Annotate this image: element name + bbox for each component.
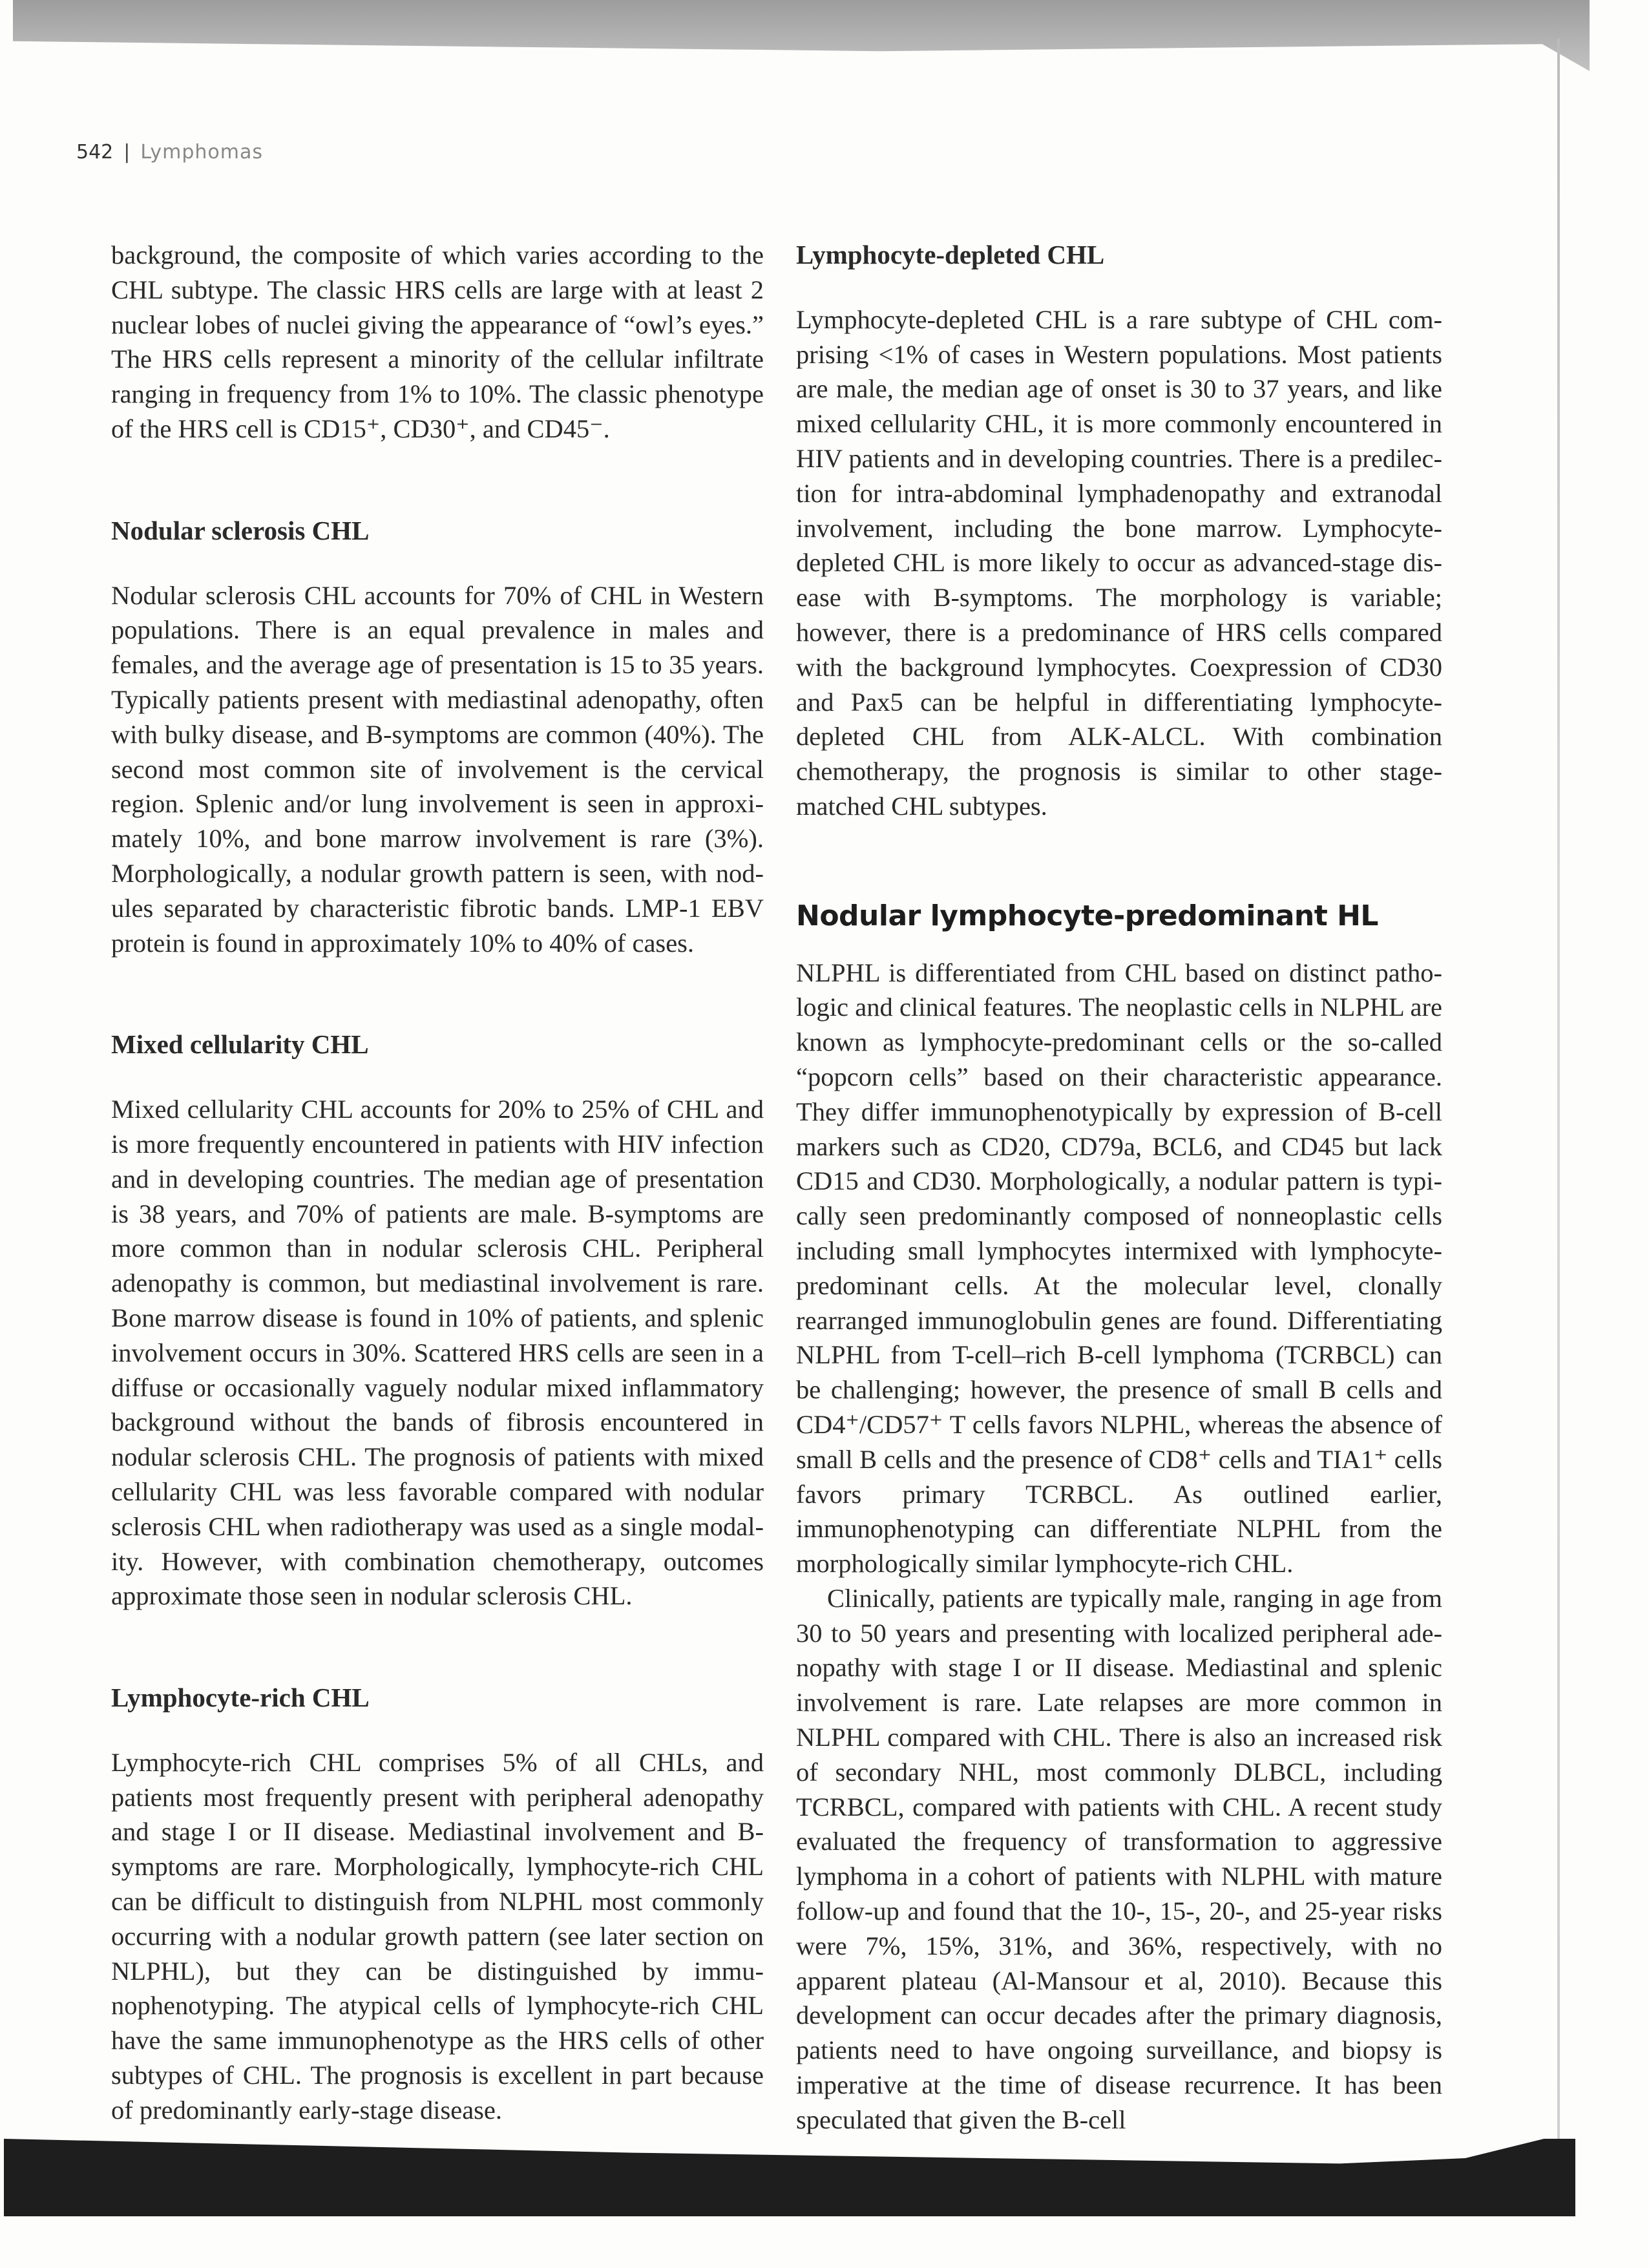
running-head-separator: | [123,141,131,163]
section-heading-nodular-sclerosis: Nodular sclerosis CHL [111,515,370,545]
nlphl-paragraph-1: NLPHL is differentiated from CHL based on distinct pathologic and clinical features. The neoplastic cells in NLPHL are known as lymphocyte-predominant cells or the so-called “popcorn cells” based on their characteristic appearance. They differ immunophenotypically by expression of B-cell markers such as CD20, CD79a, BCL6, and CD45 but lack CD15 and CD30. Morphologically, a nodular pattern is typically seen predominantly composed of nonneoplastic cells including small lymphocytes intermixed with lymphocyte-predominant cells. At the molecular level, clonally rearranged immunoglobulin genes are found. Differentiating NLPHL from T-cell–rich B-cell lymphoma (TCRBCL) can be challenging; however, the presence of small B cells and CD4⁺/CD57⁺ T cells favors NLPHL, whereas the absence of small B cells and the presence of CD8⁺ cells and TIA1⁺ cells favors primary TCRBCL. As outlined earlier, immunophenotyping can differentiate NLPHL from the morphologically similar lymphocyte-rich CHL. [796,958,1442,1579]
scan-shadow-bottom [4,2139,1575,2216]
nlphl-paragraph-2: Clinically, patients are typically male, ranging in age from 30 to 50 years and presenting with localized peripheral adenopathy with stage I or II disease. Mediastinal and splenic involvement is rare. Late relapses are more common in NLPHL compared with CHL. There is also an increased risk of secondary NHL, most commonly DLBCL, including TCRBCL, compared with patients with CHL. A recent study evaluated the frequency of transformation to aggressive lymphoma in a cohort of patients with NLPHL with mature follow-up and found that the 10-, 15-, 20-, and 25-year risks were 7%, 15%, 31%, and 36%, respectively, with no apparent plateau (Al-Mansour et al, 2010). Because this development can occur decades after the primary diagnosis, patients need to have ongoing surveillance, and biopsy is imperative at the time of disease recurrence. It has been speculated that given the B-cell [796,1583,1442,2134]
scan-shadow-top [13,0,1590,71]
running-head [76,141,263,163]
right-column [796,238,1442,2137]
section-paragraph-mixed-cellularity: Mixed cellularity CHL accounts for 20% to 25% of CHL and is more frequently encountered in patients with HIV infection and in developing countries. The median age of presentation is 38 years, and 70% of patients are male. B-symptoms are more common than in nodular sclerosis CHL. Peripheral adenopathy is common, but mediastinal involvement is rare. Bone marrow disease is found in 10% of patients, and splenic involvement occurs in 30%. Scattered HRS cells are seen in a diffuse or occasionally vaguely nodular mixed inflammatory background without the bands of fibrosis encountered in nodular sclerosis CHL. The prognosis of patients with mixed cellularity CHL was less favorable compared with nodular sclerosis CHL when radiotherapy was used as a single modality. However, with combination chemotherapy, outcomes approximate those seen in nodular sclerosis CHL. [111,1095,764,1611]
section-heading-lymphocyte-depleted: Lymphocyte-depleted CHL [796,240,1105,269]
section-heading-mixed-cellularity: Mixed cellularity CHL [111,1029,369,1060]
page-number: 542 [76,141,114,163]
section-heading-lymphocyte-rich: Lymphocyte-rich CHL [111,1683,370,1713]
left-column [111,238,764,2128]
major-heading-nlphl: Nodular lymphocyte-predominant HL [796,899,1378,932]
section-paragraph-lymphocyte-depleted: Lymphocyte-depleted CHL is a rare subtype of CHL comprising <1% of cases in Western populations. Most patients are male, the median age of onset is 30 to 37 years, and like mixed cellularity CHL, it is more commonly encountered in HIV patients and in developing countries. There is a predilection for intra-abdominal lymphadenopathy and extranodal involvement, including the bone marrow. Lymphocyte-depleted CHL is more likely to occur as advanced-stage disease with B-symptoms. The morphology is variable; however, there is a predominance of HRS cells compared with the background lymphocytes. Coexpression of CD30 and Pax5 can be helpful in differentiating lymphocyte-depleted CHL from ALK-ALCL. With combination chemotherapy, the prognosis is similar to other stage-matched CHL subtypes. [796,304,1442,821]
intro-paragraph: background, the composite of which varies according to the CHL subtype. The classic HRS cells are large with at least 2 nuclear lobes of nuclei giving the appearance of “owl’s eyes.” The HRS cells represent a minority of the cellular infiltrate ranging in frequency from 1% to 10%. The classic phenotype of the HRS cell is CD15⁺, CD30⁺, and CD45⁻. [111,240,764,443]
chapter-title: Lymphomas [140,141,263,163]
section-paragraph-nodular-sclerosis: Nodular sclerosis CHL accounts for 70% of CHL in Western populations. There is an equal prevalence in males and females, and the average age of presentation is 15 to 35 years. Typically patients present with mediastinal adenopathy, often with bulky disease, and B-symptoms are common (40%). The second most common site of involvement is the cervical region. Splenic and/or lung involvement is seen in approximately 10%, and bone marrow involvement is rare (3%). Morphologically, a nodular growth pattern is seen, with nodules separated by characteristic fibrotic bands. LMP-1 EBV protein is found in approximately 10% to 40% of cases. [111,580,764,958]
section-paragraph-lymphocyte-rich: Lymphocyte-rich CHL comprises 5% of all CHLs, and patients most frequently present with peripheral adenopathy and stage I or II disease. Mediastinal involvement and B-symptoms are rare. Morphologically, lymphocyte-rich CHL can be difficult to distinguish from NLPHL most commonly occurring with a nodular growth pattern (see later section on NLPHL), but they can be distinguished by immunophenotyping. The atypical cells of lymphocyte-rich CHL have the same immunophenotype as the HRS cells of other subtypes of CHL. The prognosis is excellent in part because of predominantly early-stage disease. [111,1747,764,2125]
scan-page-edge [1557,39,1560,2152]
